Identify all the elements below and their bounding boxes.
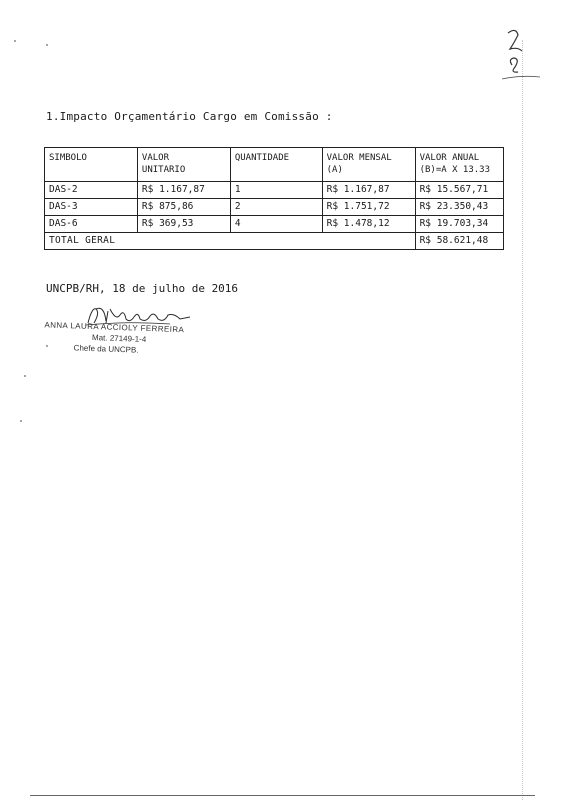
- cell-valor-unitario: R$ 875,86: [137, 199, 230, 216]
- table-row: [45, 216, 504, 233]
- cell-valor-unitario: R$ 1.167,87: [137, 182, 230, 199]
- table-row: [45, 199, 504, 216]
- stamp-name: ANNA LAURA ACCIOLY FERREIRA: [44, 320, 185, 335]
- stamp-role: Chefe da UNCPB.: [73, 343, 139, 355]
- header-valor-mensal: VALOR MENSAL (A): [322, 148, 415, 182]
- total-label: TOTAL GERAL: [45, 233, 416, 250]
- cell-valor-anual: R$ 19.703,34: [415, 216, 503, 233]
- scan-speck: [46, 44, 48, 46]
- cell-valor-unitario: R$ 369,53: [137, 216, 230, 233]
- table-row: [45, 182, 504, 199]
- bottom-scan-line: [30, 795, 535, 796]
- budget-impact-table: [44, 147, 504, 250]
- cell-valor-mensal: R$ 1.478,12: [322, 216, 415, 233]
- total-value: R$ 58.621,48: [415, 233, 503, 250]
- cell-simbolo: DAS-2: [45, 182, 138, 199]
- cell-valor-anual: R$ 15.567,71: [415, 182, 503, 199]
- scan-speck: [24, 375, 26, 377]
- header-simbolo: SIMBOLO: [45, 148, 138, 182]
- signature-stamp: [43, 319, 194, 357]
- scan-speck: [20, 420, 22, 422]
- scan-speck: [46, 345, 48, 347]
- table-header-row: [45, 148, 504, 182]
- cell-quantidade: 1: [230, 182, 322, 199]
- cell-quantidade: 2: [230, 199, 322, 216]
- cell-valor-anual: R$ 23.350,43: [415, 199, 503, 216]
- stamp-registration: Mat. 27149-1-4: [91, 333, 147, 344]
- cell-valor-mensal: R$ 1.167,87: [322, 182, 415, 199]
- place-and-date: UNCPB/RH, 18 de julho de 2016: [46, 282, 239, 295]
- scan-speck: [14, 40, 16, 42]
- header-quantidade: QUANTIDADE: [230, 148, 322, 182]
- table-total-row: [45, 233, 504, 250]
- cell-simbolo: DAS-3: [45, 199, 138, 216]
- cell-quantidade: 4: [230, 216, 322, 233]
- section-heading: 1.Impacto Orçamentário Cargo em Comissão :: [46, 110, 333, 123]
- header-valor-anual: VALOR ANUAL (B)=A X 13.33: [415, 148, 503, 182]
- cell-valor-mensal: R$ 1.751,72: [322, 199, 415, 216]
- cell-simbolo: DAS-6: [45, 216, 138, 233]
- header-valor-unitario: VALOR UNITARIO: [137, 148, 230, 182]
- scan-artifact-line: [522, 40, 524, 800]
